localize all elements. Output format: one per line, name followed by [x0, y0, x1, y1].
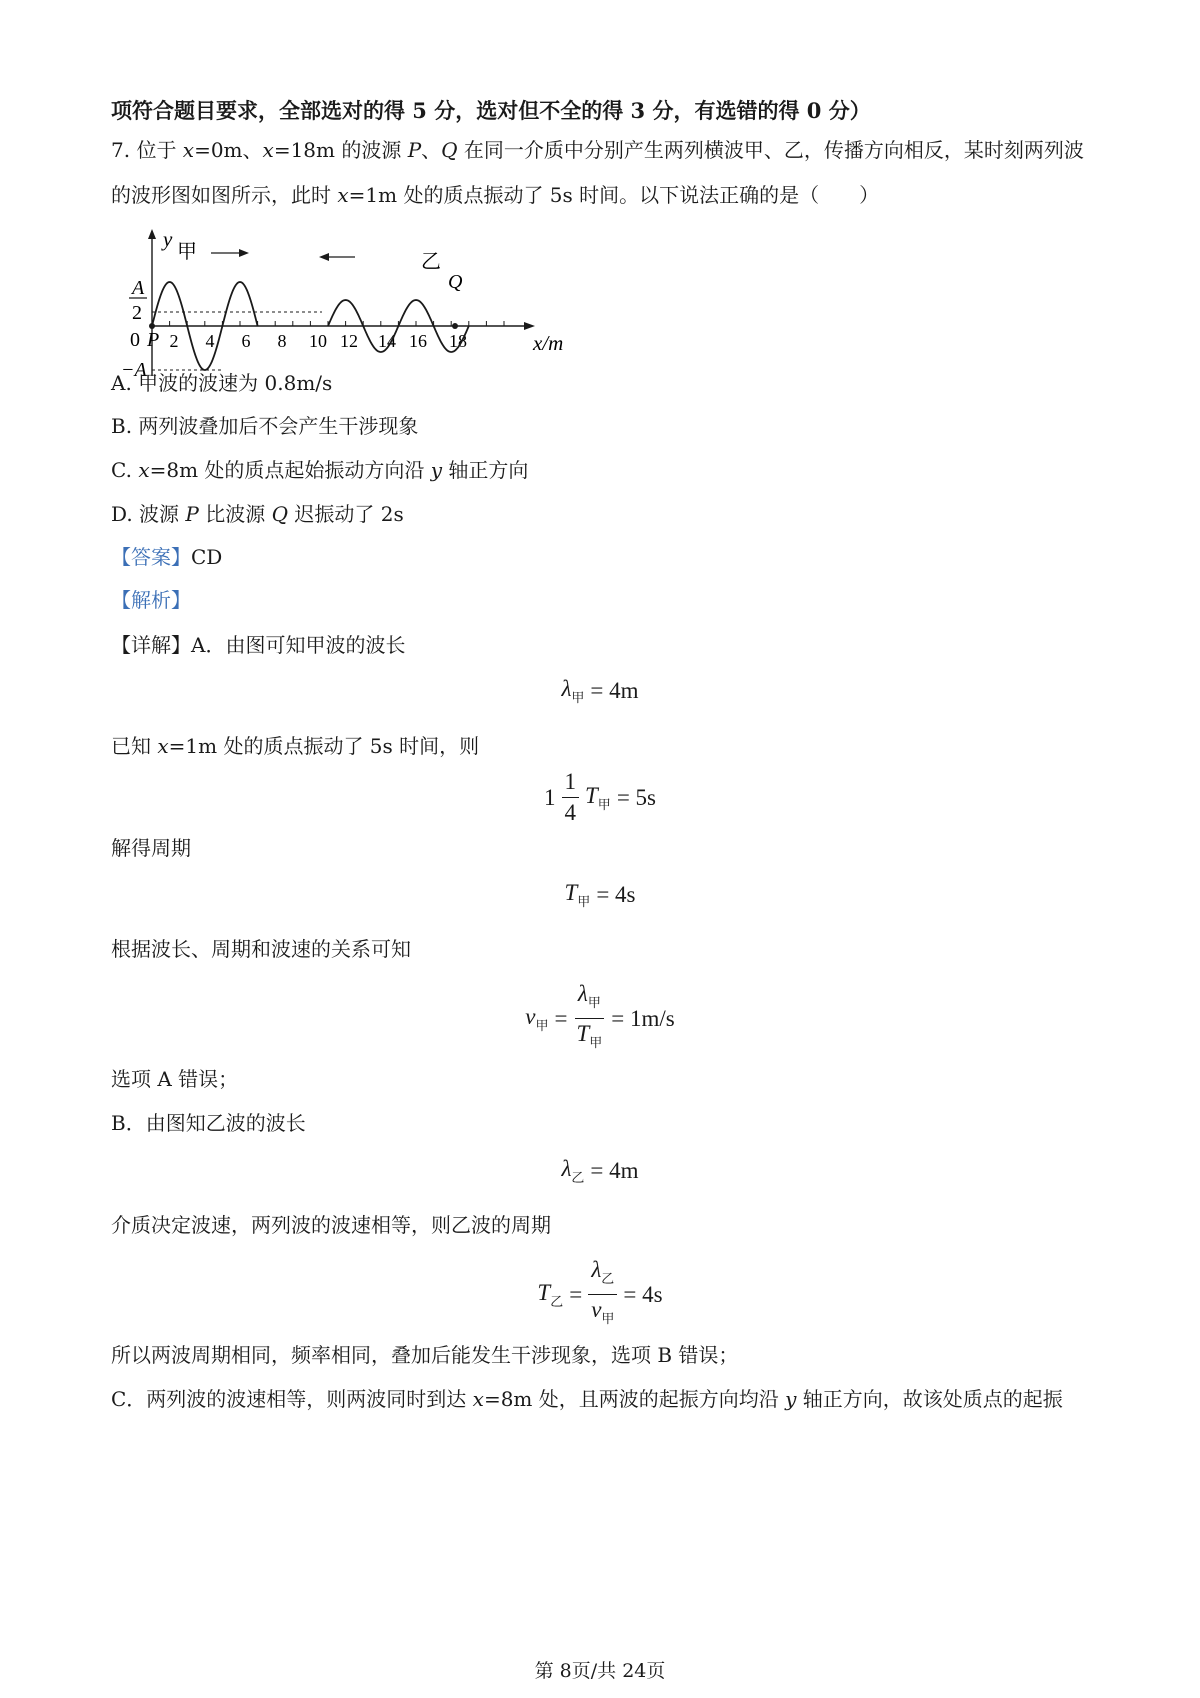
tick-label: 14	[378, 331, 396, 351]
wave-yi-label: 乙	[421, 251, 441, 273]
instruction-line: 项符合题目要求，全部选对的得 5 分，选对但不全的得 3 分，有选错的得 0 分）	[111, 98, 871, 123]
wave-jia-arrowhead	[239, 249, 249, 257]
x-axis-arrow	[524, 322, 535, 330]
equation-wavelength-yi: $\lambda_乙$ = 4m	[561, 1156, 639, 1185]
tick-label: 6	[241, 331, 251, 351]
answer-value: CD	[191, 545, 223, 569]
tick-label: 16	[409, 331, 427, 351]
tick-label: 18	[449, 331, 467, 351]
question-line-2: 的波形图如图所示，此时 x=1m 处的质点振动了 5s 时间。以下说法正确的是（ ）	[111, 183, 880, 207]
tick-label: 2	[169, 331, 179, 351]
y-axis-label: y	[163, 227, 173, 251]
text-c-explanation: C．两列波的波速相等，则两波同时到达 x=8m 处，且两波的起振方向均沿 y 轴正方向，故该处质点的起振	[111, 1387, 1063, 1411]
origin-label: 0	[130, 329, 140, 351]
tick-label: 8	[277, 331, 287, 351]
tick-label: 4	[205, 331, 215, 351]
equation-period-time: 1 $\frac{1}{4}$ $T_甲$ = 5s	[544, 769, 656, 825]
option-c: C. x=8m 处的质点起始振动方向沿 y 轴正方向	[111, 458, 529, 482]
x-axis-label: x/m	[533, 331, 564, 355]
equation-period-jia: $T_甲$ = 4s	[564, 880, 636, 909]
equation-speed-jia: $v_甲$ = $\frac{\lambda_甲}{T_甲}$ = 1m/s	[525, 981, 675, 1050]
wave-yi-arrowhead	[319, 253, 329, 261]
detail-intro: 【详解】A．由图可知甲波的波长	[111, 633, 406, 657]
amplitude-half-label: 2	[132, 302, 142, 324]
source-p-label: P	[147, 329, 160, 351]
text-known-vibration: 已知 x=1m 处的质点振动了 5s 时间，则	[111, 734, 480, 758]
y-axis-arrow	[148, 229, 156, 239]
wave-figure	[115, 226, 585, 386]
option-d: D. 波源 P 比波源 Q 迟振动了 2s	[111, 502, 404, 526]
text-medium-speed: 介质决定波速，两列波的波速相等，则乙波的周期	[111, 1213, 551, 1237]
equation-period-yi: $T_乙$ = $\frac{\lambda_乙}{v_甲}$ = 4s	[537, 1257, 663, 1326]
text-interference: 所以两波周期相同，频率相同，叠加后能发生干涉现象，选项 B 错误；	[111, 1343, 739, 1367]
answer-line	[111, 542, 222, 572]
text-b-intro: B．由图知乙波的波长	[111, 1111, 306, 1135]
text-solve-period: 解得周期	[111, 836, 191, 860]
tick-label: 10	[309, 331, 327, 351]
page-footer: 第 8页/共 24页	[534, 1660, 666, 1682]
tick-label: 12	[340, 331, 358, 351]
analysis-tag: 【解析】	[111, 588, 191, 612]
source-q-label: Q	[448, 271, 463, 293]
wave-jia-label: 甲	[177, 241, 197, 263]
answer-tag: 【答案】	[111, 545, 191, 569]
source-q-dot	[452, 323, 458, 329]
text-option-a-wrong: 选项 A 错误；	[111, 1067, 239, 1091]
amplitude-label: A	[132, 277, 145, 299]
question-line-1: 7. 位于 x=0m、x=18m 的波源 P、Q 在同一介质中分别产生两列横波甲、乙，传播方向相反，某时刻两列波	[111, 138, 1084, 162]
option-a: A. 甲波的波速为 0.8m/s	[111, 371, 333, 395]
equation-wavelength-jia: $\lambda_甲$ = 4m	[561, 676, 639, 705]
neg-amplitude-label: −A	[121, 359, 147, 381]
text-relation: 根据波长、周期和波速的关系可知	[111, 937, 411, 961]
option-b: B. 两列波叠加后不会产生干涉现象	[111, 414, 419, 438]
